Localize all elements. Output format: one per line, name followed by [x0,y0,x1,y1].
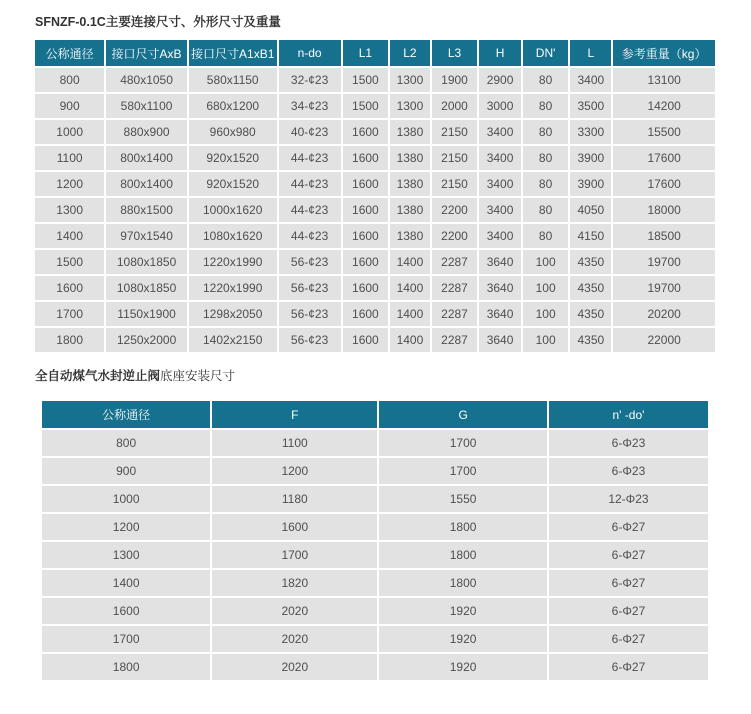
table-cell: 6-Φ23 [549,458,708,484]
table-cell: 1402x2150 [189,328,277,352]
section2-title-suffix: 底座安装尺寸 [160,369,236,383]
table-cell: 1700 [379,458,547,484]
table-cell: 1600 [343,120,389,144]
table-cell: 1920 [379,654,547,680]
table-row [35,250,715,274]
table-cell: 3400 [479,120,521,144]
table-cell: 6-Φ27 [549,626,708,652]
table-cell: 40-¢23 [279,120,341,144]
table-cell: 1600 [42,598,210,624]
table-cell: 1800 [379,514,547,540]
column-header: DN' [523,40,569,66]
table-cell: 880x1500 [106,198,187,222]
table-cell: 4350 [570,250,611,274]
table-row [42,598,708,624]
column-header: L2 [390,40,430,66]
table-cell: 2000 [432,94,478,118]
table-cell: 1600 [343,172,389,196]
dimensions-table-body [35,68,715,352]
table-cell: 800x1400 [106,172,187,196]
column-header: H [479,40,521,66]
table-cell: 1400 [390,276,430,300]
table-cell: 1400 [390,302,430,326]
column-header: n-do [279,40,341,66]
table-cell: 2287 [432,250,478,274]
column-header: 公称通径 [35,40,104,66]
table-cell: 56-¢23 [279,328,341,352]
table-cell: 19700 [613,276,715,300]
table-cell: 1700 [35,302,104,326]
table-cell: 3640 [479,250,521,274]
table-cell: 2287 [432,328,478,352]
section1-title-text: SFNZF-0.1C主要连接尺寸、外形尺寸及重量 [35,15,281,29]
table-cell: 1100 [212,430,377,456]
table-cell: 800 [42,430,210,456]
table-cell: 6-Φ27 [549,570,708,596]
table-cell: 680x1200 [189,94,277,118]
table-cell: 1380 [390,172,430,196]
table-cell: 2020 [212,626,377,652]
table-cell: 1300 [390,68,430,92]
table-cell: 44-¢23 [279,172,341,196]
table-row [42,542,708,568]
table-cell: 3400 [479,198,521,222]
table-cell: 2287 [432,302,478,326]
table-row [35,198,715,222]
column-header: 接口尺寸AxB [106,40,187,66]
table-cell: 1300 [42,542,210,568]
table-cell: 100 [523,302,569,326]
table-cell: 1800 [379,542,547,568]
table-cell: 56-¢23 [279,250,341,274]
table-cell: 1600 [343,198,389,222]
table-cell: 18500 [613,224,715,248]
column-header: G [379,401,547,428]
section1-title [0,0,751,38]
column-header: 接口尺寸A1xB1 [189,40,277,66]
table-row [35,302,715,326]
table-cell: 1000 [35,120,104,144]
table-cell: 2287 [432,276,478,300]
table-row [42,486,708,512]
table-cell: 1180 [212,486,377,512]
table-row [35,328,715,352]
table-cell: 1300 [35,198,104,222]
table-row [35,120,715,144]
table-row [35,94,715,118]
column-header: 公称通径 [42,401,210,428]
table-cell: 80 [523,120,569,144]
table-cell: 4350 [570,328,611,352]
dimensions-weight-table [33,38,717,354]
table-cell: 100 [523,276,569,300]
table-cell: 1600 [212,514,377,540]
table-cell: 32-¢23 [279,68,341,92]
table-cell: 1400 [390,328,430,352]
table-cell: 920x1520 [189,146,277,170]
table-cell: 2020 [212,654,377,680]
section2-title [0,354,751,392]
base-table-header-row [42,401,708,428]
table-cell: 920x1520 [189,172,277,196]
table-cell: 1400 [35,224,104,248]
table-cell: 1400 [390,250,430,274]
table-cell: 1500 [35,250,104,274]
table-cell: 3000 [479,94,521,118]
table-cell: 6-Φ23 [549,430,708,456]
table-cell: 1150x1900 [106,302,187,326]
table-cell: 960x980 [189,120,277,144]
table-cell: 480x1050 [106,68,187,92]
table-cell: 17600 [613,146,715,170]
section2-title-product: 全自动煤气水封逆止阀 [35,369,161,383]
table-cell: 1600 [343,146,389,170]
table-cell: 800 [35,68,104,92]
table-row [35,146,715,170]
table-cell: 1800 [42,654,210,680]
table-cell: 80 [523,94,569,118]
table-cell: 2150 [432,120,478,144]
table-cell: 4350 [570,302,611,326]
table-row [35,276,715,300]
base-mounting-table [40,399,710,682]
table-cell: 80 [523,198,569,222]
table-cell: 100 [523,250,569,274]
table-cell: 2900 [479,68,521,92]
table-cell: 1000x1620 [189,198,277,222]
column-header: L1 [343,40,389,66]
table-cell: 3300 [570,120,611,144]
table-cell: 1900 [432,68,478,92]
table-row [42,570,708,596]
table-cell: 80 [523,172,569,196]
table-cell: 1080x1620 [189,224,277,248]
table-cell: 56-¢23 [279,302,341,326]
table-cell: 1380 [390,120,430,144]
table-cell: 2020 [212,598,377,624]
table-cell: 1380 [390,146,430,170]
table-cell: 1700 [379,430,547,456]
table-cell: 1600 [343,276,389,300]
table-cell: 1200 [212,458,377,484]
table-cell: 1920 [379,626,547,652]
table-cell: 1600 [343,250,389,274]
table-cell: 3640 [479,276,521,300]
table-cell: 80 [523,146,569,170]
table-cell: 2150 [432,172,478,196]
table-cell: 1000 [42,486,210,512]
column-header: F [212,401,377,428]
table-cell: 1700 [212,542,377,568]
table-cell: 2200 [432,198,478,222]
table-cell: 1800 [379,570,547,596]
table-cell: 1600 [343,224,389,248]
table-cell: 22000 [613,328,715,352]
table-cell: 13100 [613,68,715,92]
table-cell: 14200 [613,94,715,118]
table-cell: 4350 [570,276,611,300]
table-cell: 1600 [343,302,389,326]
table-cell: 1500 [343,94,389,118]
table-cell: 1100 [35,146,104,170]
table-cell: 1080x1850 [106,250,187,274]
table-cell: 1550 [379,486,547,512]
table-cell: 1200 [35,172,104,196]
dimensions-table-header-row [35,40,715,66]
table-cell: 3900 [570,172,611,196]
table-cell: 3400 [479,146,521,170]
table-cell: 900 [35,94,104,118]
table-cell: 800x1400 [106,146,187,170]
table-cell: 3400 [479,224,521,248]
table-cell: 1500 [343,68,389,92]
table-cell: 1220x1990 [189,276,277,300]
table-cell: 1820 [212,570,377,596]
table-cell: 3500 [570,94,611,118]
table-row [42,514,708,540]
table-cell: 3400 [479,172,521,196]
table-cell: 19700 [613,250,715,274]
table-cell: 6-Φ27 [549,654,708,680]
table-cell: 6-Φ27 [549,598,708,624]
table-cell: 12-Φ23 [549,486,708,512]
table-cell: 3640 [479,302,521,326]
table-cell: 15500 [613,120,715,144]
table-cell: 18000 [613,198,715,222]
table-row [42,458,708,484]
table-cell: 580x1150 [189,68,277,92]
table-cell: 1300 [390,94,430,118]
table-cell: 34-¢23 [279,94,341,118]
table-cell: 4150 [570,224,611,248]
table-cell: 1200 [42,514,210,540]
table-cell: 900 [42,458,210,484]
table-row [42,430,708,456]
table-cell: 2200 [432,224,478,248]
column-header: L [570,40,611,66]
table-cell: 1600 [35,276,104,300]
table-row [35,224,715,248]
base-table-body [42,430,708,680]
table-cell: 3640 [479,328,521,352]
table-cell: 1700 [42,626,210,652]
table-cell: 20200 [613,302,715,326]
table-cell: 6-Φ27 [549,514,708,540]
table-cell: 1800 [35,328,104,352]
table-cell: 1380 [390,198,430,222]
table-cell: 580x1100 [106,94,187,118]
table-cell: 3400 [570,68,611,92]
table-cell: 1220x1990 [189,250,277,274]
table-cell: 100 [523,328,569,352]
column-header: L3 [432,40,478,66]
table-cell: 3900 [570,146,611,170]
table-cell: 17600 [613,172,715,196]
table-cell: 1600 [343,328,389,352]
table-cell: 44-¢23 [279,224,341,248]
table-row [35,68,715,92]
table-cell: 1400 [42,570,210,596]
table-row [35,172,715,196]
column-header: 参考重量（kg） [613,40,715,66]
table-cell: 1298x2050 [189,302,277,326]
table-row [42,654,708,680]
table-cell: 1920 [379,598,547,624]
table-cell: 2150 [432,146,478,170]
table-cell: 880x900 [106,120,187,144]
column-header: n' -do' [549,401,708,428]
table-cell: 80 [523,68,569,92]
table-cell: 1250x2000 [106,328,187,352]
table-cell: 970x1540 [106,224,187,248]
table-cell: 1380 [390,224,430,248]
table-cell: 44-¢23 [279,198,341,222]
table-cell: 1080x1850 [106,276,187,300]
table-row [42,626,708,652]
table-cell: 4050 [570,198,611,222]
table-cell: 80 [523,224,569,248]
table-cell: 44-¢23 [279,146,341,170]
table-cell: 6-Φ27 [549,542,708,568]
table-cell: 56-¢23 [279,276,341,300]
